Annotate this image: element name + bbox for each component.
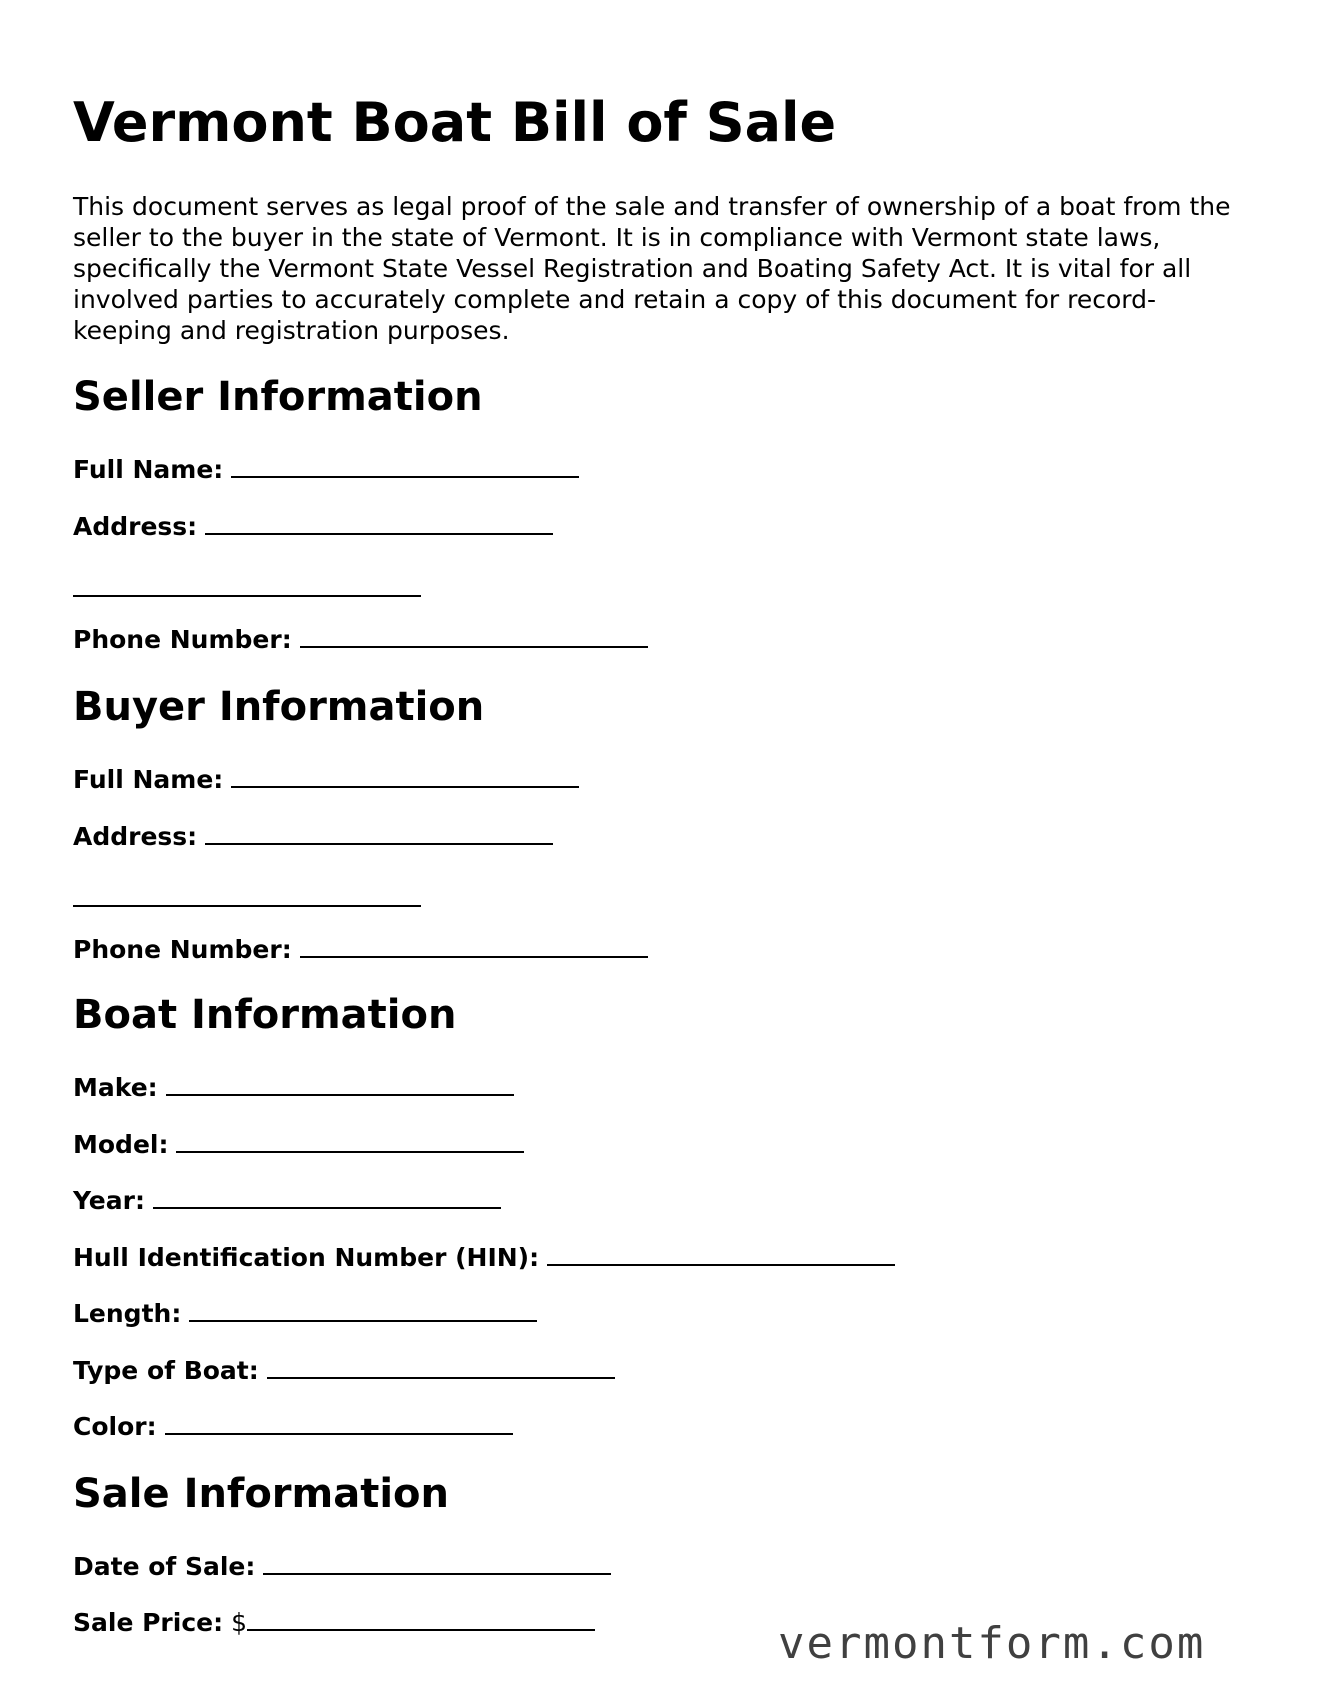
- buyer-address-field: [73, 819, 553, 852]
- boat-length-field: [73, 1296, 537, 1329]
- seller-address-line2-blank[interactable]: [73, 595, 421, 597]
- sale-price-field: [73, 1605, 595, 1638]
- seller-phone-blank[interactable]: [300, 622, 648, 648]
- sale-section-heading: Sale Information: [73, 1471, 449, 1517]
- boat-make-field: [73, 1070, 514, 1103]
- seller-section-heading: Seller Information: [73, 374, 483, 420]
- document-title: Vermont Boat Bill of Sale: [73, 91, 837, 154]
- boat-length-blank[interactable]: [189, 1296, 537, 1322]
- buyer-address-line2-blank[interactable]: [73, 905, 421, 907]
- buyer-phone-label: Phone Number:: [73, 935, 292, 964]
- boat-year-field: [73, 1183, 501, 1216]
- seller-address-field: [73, 509, 553, 542]
- boat-color-label: Color:: [73, 1412, 157, 1441]
- buyer-full-name-blank[interactable]: [231, 762, 579, 788]
- seller-full-name-field: [73, 452, 579, 485]
- boat-year-label: Year:: [73, 1186, 145, 1215]
- buyer-section-heading: Buyer Information: [73, 684, 485, 730]
- watermark: vermontform.com: [778, 1618, 1206, 1669]
- buyer-address-label: Address:: [73, 822, 198, 851]
- boat-year-blank[interactable]: [153, 1183, 501, 1209]
- boat-type-field: [73, 1353, 615, 1386]
- seller-phone-field: [73, 622, 648, 655]
- boat-model-blank[interactable]: [176, 1127, 524, 1153]
- boat-hin-label: Hull Identification Number (HIN):: [73, 1243, 540, 1272]
- sale-date-label: Date of Sale:: [73, 1552, 256, 1581]
- intro-paragraph: This document serves as legal proof of the sale and transfer of ownership of a boat from the seller to the buyer in the state of Vermont. It is in compliance with Vermont state laws, specifically the Vermont State Vessel Registration and Boating Safety Act. It is vital for all involved parties to accurately complete and retain a copy of this document for record-keeping and registration purposes.: [73, 192, 1231, 345]
- buyer-full-name-field: [73, 762, 579, 795]
- boat-section-heading: Boat Information: [73, 992, 457, 1038]
- boat-hin-field: [73, 1240, 895, 1273]
- sale-date-field: [73, 1549, 611, 1582]
- boat-make-label: Make:: [73, 1073, 158, 1102]
- boat-color-blank[interactable]: [165, 1409, 513, 1435]
- buyer-address-blank[interactable]: [205, 819, 553, 845]
- sale-price-blank[interactable]: [247, 1605, 595, 1631]
- sale-date-blank[interactable]: [263, 1549, 611, 1575]
- boat-type-blank[interactable]: [267, 1353, 615, 1379]
- boat-color-field: [73, 1409, 513, 1442]
- buyer-phone-blank[interactable]: [300, 932, 648, 958]
- boat-model-label: Model:: [73, 1130, 169, 1159]
- seller-address-blank[interactable]: [205, 509, 553, 535]
- boat-make-blank[interactable]: [166, 1070, 514, 1096]
- boat-hin-blank[interactable]: [547, 1240, 895, 1266]
- buyer-phone-field: [73, 932, 648, 965]
- boat-model-field: [73, 1127, 524, 1160]
- seller-phone-label: Phone Number:: [73, 625, 292, 654]
- currency-symbol: $: [231, 1608, 248, 1637]
- seller-address-label: Address:: [73, 512, 198, 541]
- buyer-full-name-label: Full Name:: [73, 765, 224, 794]
- seller-full-name-blank[interactable]: [231, 452, 579, 478]
- boat-length-label: Length:: [73, 1299, 182, 1328]
- boat-type-label: Type of Boat:: [73, 1356, 259, 1385]
- sale-price-label: Sale Price:: [73, 1608, 224, 1637]
- seller-full-name-label: Full Name:: [73, 455, 224, 484]
